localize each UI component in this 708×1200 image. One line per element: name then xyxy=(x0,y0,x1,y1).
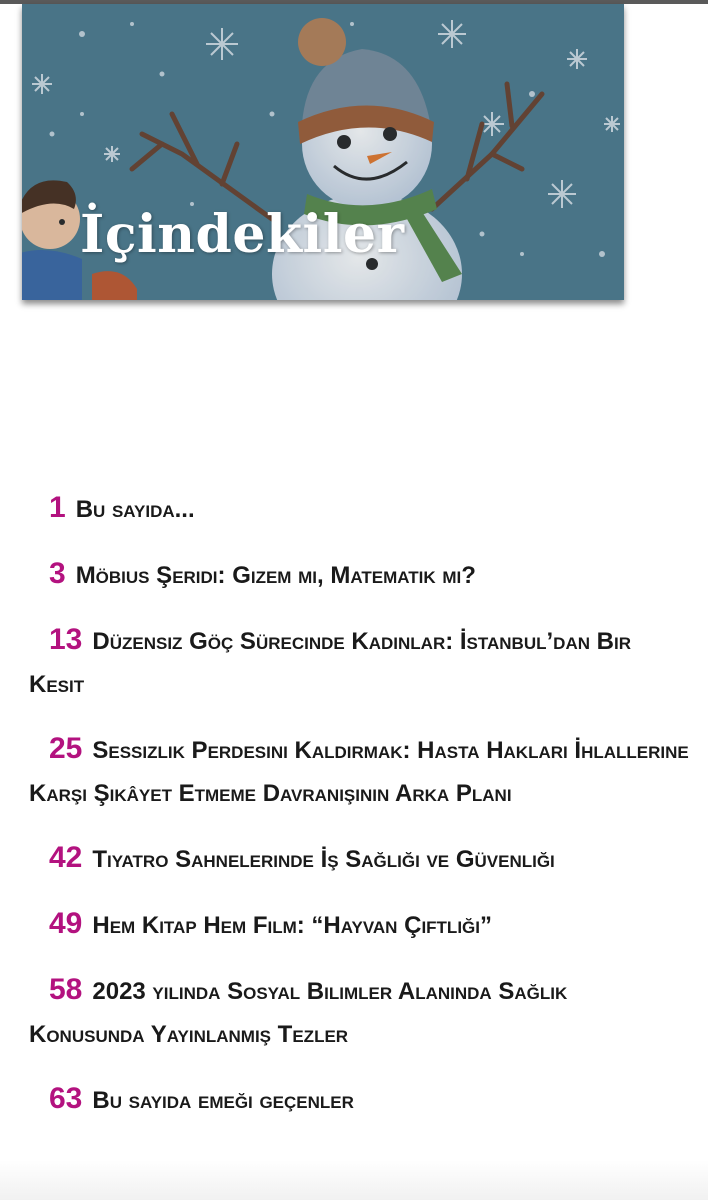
toc-entry-title: Bu sayıda... xyxy=(75,496,195,523)
toc-entry-title: 2023 yılında Sosyal Bilimler Alanında Sağlık Konusunda Yayınlanmış Tezler xyxy=(29,978,568,1048)
toc-entry-title: Hem Kitap Hem Film: “Hayvan Çiftliği” xyxy=(92,912,492,939)
toc-page-number: 13 xyxy=(49,623,83,656)
toc-page-number: 42 xyxy=(49,841,83,874)
toc-entry-title: Bu sayıda emeği geçenler xyxy=(92,1087,354,1114)
toc-page-number: 63 xyxy=(49,1082,83,1115)
toc-entry[interactable] xyxy=(29,486,689,531)
toc-entry[interactable] xyxy=(29,727,689,815)
toc-entry[interactable] xyxy=(29,902,689,947)
toc-page-number: 49 xyxy=(49,907,83,940)
toc-entry[interactable] xyxy=(29,618,689,706)
page-bottom-shadow xyxy=(0,1160,708,1200)
toc-page-number: 3 xyxy=(49,557,66,590)
toc-entry[interactable] xyxy=(29,552,689,597)
toc-entry[interactable] xyxy=(29,968,689,1056)
page-title: İçindekiler xyxy=(80,204,405,265)
toc-page-number: 25 xyxy=(49,732,83,765)
toc-entry-title: Tiyatro Sahnelerinde İş Sağlığı ve Güvenliği xyxy=(92,846,555,873)
toc-entry-title: Möbius Şeridi: Gizem mi, Matematik mi? xyxy=(75,562,476,589)
header-banner xyxy=(22,4,624,300)
toc-page-number: 1 xyxy=(49,491,66,524)
table-of-contents xyxy=(29,486,689,1143)
toc-page-number: 58 xyxy=(49,973,83,1006)
toc-entry[interactable] xyxy=(29,836,689,881)
toc-entry-title: Düzensiz Göç Sürecinde Kadınlar: İstanbul’dan Bir Kesit xyxy=(29,628,631,698)
toc-entry[interactable] xyxy=(29,1077,689,1122)
toc-entry-title: Sessizlik Perdesini Kaldırmak: Hasta Hakları İhlallerine Karşı Şikâyet Etmeme Davranışının Arka Planı xyxy=(29,737,689,807)
